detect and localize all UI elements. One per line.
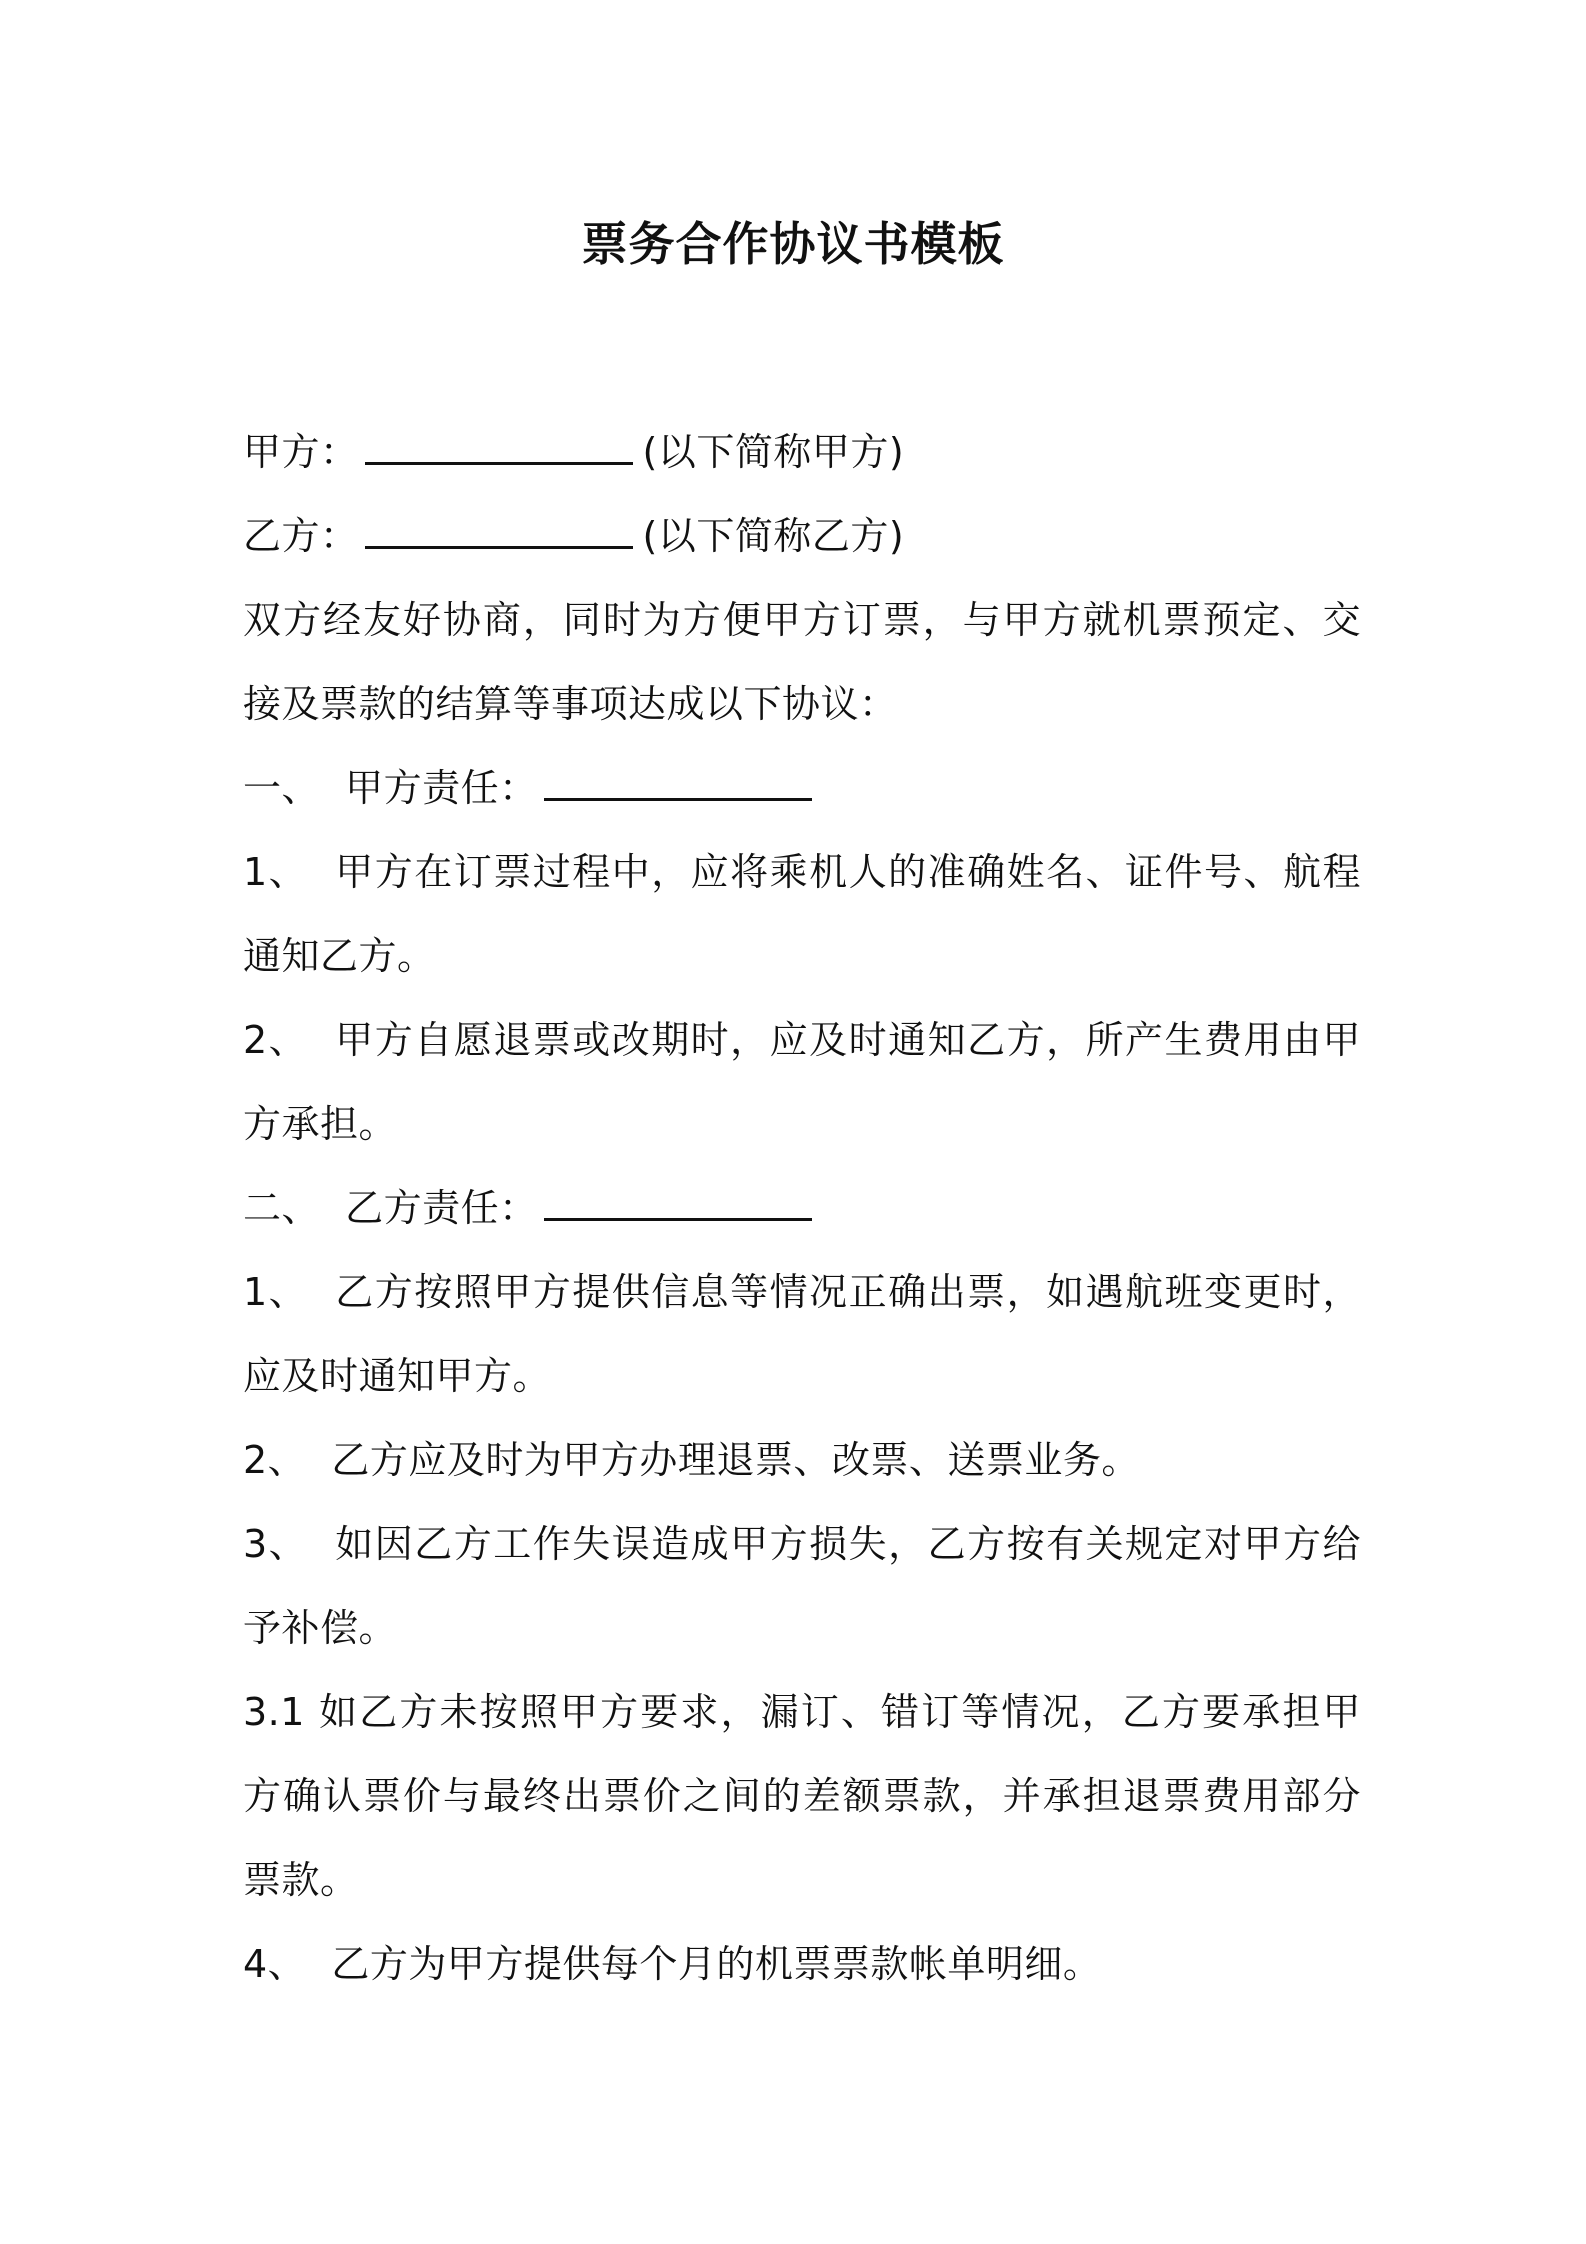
s2-item3-line2: 予补偿。 [243,1606,398,1650]
section-1-heading-text: 一、 甲方责任： [243,766,538,810]
party-b-line [243,494,1361,578]
section-1-heading [243,746,1361,830]
s2-item1-line2: 应及时通知甲方。 [243,1354,552,1398]
section-1-blank [544,766,812,801]
party-a-line [243,410,1361,494]
section-2-heading-text: 二、 乙方责任： [243,1186,538,1230]
party-b-blank [365,514,633,549]
s2-item31-line3: 票款。 [243,1858,359,1902]
party-b-label: 乙方： [243,514,359,558]
s2-item1-line1: 1、 乙方按照甲方提供信息等情况正确出票，如遇航班变更时， [243,1270,1361,1314]
s2-item4-line1: 4、 乙方为甲方提供每个月的机票票款帐单明细。 [243,1942,1102,1986]
section-2-blank [544,1186,812,1221]
s2-item31-line1: 3.1 如乙方未按照甲方要求，漏订、错订等情况，乙方要承担甲 [243,1690,1361,1734]
s2-item31-line2: 方确认票价与最终出票价之间的差额票款，并承担退票费用部分 [243,1774,1361,1818]
s1-item2-line2: 方承担。 [243,1102,398,1146]
party-b-note: (以下简称乙方) [642,514,905,558]
s1-item1-line1: 1、 甲方在订票过程中，应将乘机人的准确姓名、证件号、航程 [243,850,1361,894]
document-title: 票务合作协议书模板 [581,217,1005,271]
document-body [243,410,1361,2006]
party-a-blank [365,430,633,465]
s1-item2-line1: 2、 甲方自愿退票或改期时，应及时通知乙方，所产生费用由甲 [243,1018,1361,1062]
section-2-heading [243,1166,1361,1250]
s2-item2-line1: 2、 乙方应及时为甲方办理退票、改票、送票业务。 [243,1438,1140,1482]
s2-item3-line1: 3、 如因乙方工作失误造成甲方损失，乙方按有关规定对甲方给 [243,1522,1361,1566]
party-a-note: (以下简称甲方) [642,430,905,474]
intro-line-2: 接及票款的结算等事项达成以下协议： [243,682,898,726]
party-a-label: 甲方： [243,430,359,474]
s1-item1-line2: 通知乙方。 [243,934,436,978]
intro-line-1: 双方经友好协商，同时为方便甲方订票，与甲方就机票预定、交 [243,598,1361,642]
